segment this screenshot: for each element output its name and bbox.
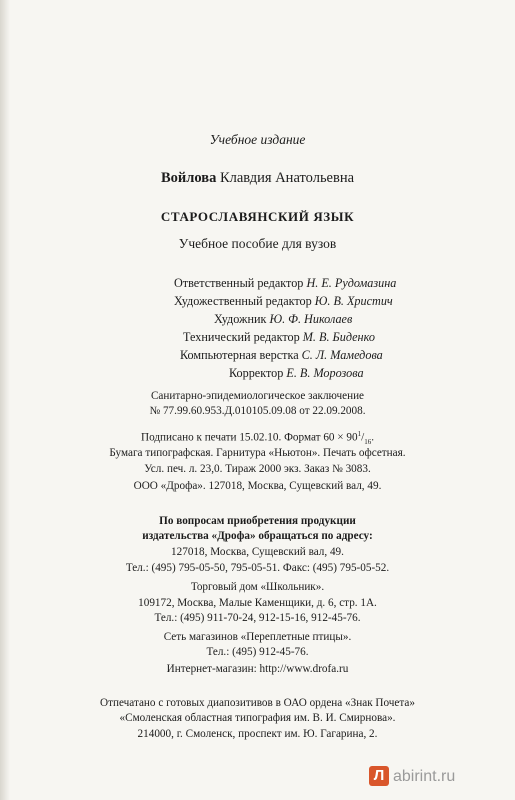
author-name: Клавдия Анатольевна bbox=[219, 170, 355, 186]
printing-line-1: Отпечатано с готовых диапозитивов в ОАО ордена «Знак Почета» bbox=[100, 697, 415, 709]
credit-role: Художественный редактор bbox=[174, 294, 312, 308]
print-signed-line: Подписано к печати 15.02.10. Формат $60 \times 90^1/_{16}$. bbox=[141, 430, 374, 446]
shops-phone: Тел.: (495) 912-45-76. bbox=[206, 646, 309, 658]
printing-line-2: «Смоленская областная типография им. В. И. Смирнова». bbox=[119, 712, 396, 724]
format-suffix: . bbox=[371, 431, 374, 444]
print-signed-text: Подписано к печати 15.02.10. Формат 60 × 90 bbox=[141, 431, 358, 444]
credit-name: Ю. Ф. Николаев bbox=[269, 312, 353, 326]
watermark-logo-icon: Л bbox=[369, 766, 389, 786]
book-subtitle: Учебное пособие для вузов bbox=[178, 236, 337, 251]
credit-name: С. Л. Мамедова bbox=[301, 348, 383, 362]
credit-name: Ю. В. Христич bbox=[314, 294, 393, 308]
trade-phones: Тел.: (495) 911-70-24, 912-15-16, 912-45-76. bbox=[154, 612, 361, 624]
trade-address: 109172, Москва, Малые Каменщики, д. 6, стр. 1А. bbox=[138, 597, 377, 609]
print-volume-line: Усл. печ. л. 23,0. Тираж 2000 экз. Заказ № 3083. bbox=[144, 463, 371, 475]
format-numerator: 1 bbox=[357, 430, 362, 438]
edition-type: Учебное издание bbox=[209, 132, 306, 147]
credit-role: Ответственный редактор bbox=[174, 276, 304, 290]
purchase-address: 127018, Москва, Сущевский вал, 49. bbox=[171, 546, 344, 558]
credit-name: Н. Е. Рудомазина bbox=[306, 276, 397, 290]
credit-row bbox=[174, 276, 396, 291]
purchase-phones: Тел.: (495) 795-05-50, 795-05-51. Факс: (495) 795-05-52. bbox=[125, 562, 390, 574]
book-title: СТАРОСЛАВЯНСКИЙ ЯЗЫК bbox=[160, 209, 355, 224]
web-shop: Интернет-магазин: http://www.drofa.ru bbox=[166, 663, 349, 675]
format-denominator: 16 bbox=[364, 437, 372, 446]
purchase-heading-1: По вопросам приобретения продукции bbox=[159, 515, 356, 527]
printing-line-3: 214000, г. Смоленск, проспект им. Ю. Гагарина, 2. bbox=[137, 728, 378, 740]
credit-role: Технический редактор bbox=[183, 330, 300, 344]
author-surname: Войлова bbox=[160, 170, 217, 186]
sanitary-line-2: № 77.99.60.953.Д.010105.09.08 от 22.09.2008. bbox=[149, 405, 366, 417]
purchase-heading-2: издательства «Дрофа» обращаться по адресу: bbox=[142, 530, 373, 542]
shops-network: Сеть магазинов «Переплетные птицы». bbox=[163, 631, 352, 643]
credit-role: Корректор bbox=[229, 366, 284, 380]
credit-name: М. В. Биденко bbox=[302, 330, 375, 344]
credit-row bbox=[214, 312, 352, 327]
credit-role: Художник bbox=[214, 312, 267, 326]
credit-role: Компьютерная верстка bbox=[180, 348, 299, 362]
credit-row bbox=[229, 366, 364, 381]
sanitary-line-1: Санитарно-эпидемиологическое заключение bbox=[150, 390, 365, 402]
credit-row bbox=[180, 348, 383, 363]
credit-row bbox=[174, 294, 393, 309]
author-line bbox=[0, 170, 515, 187]
watermark-text: abirint.ru bbox=[393, 768, 456, 785]
trade-house: Торговый дом «Школьник». bbox=[190, 581, 325, 593]
credit-name: Е. В. Морозова bbox=[286, 366, 364, 380]
print-paper-line: Бумага типографская. Гарнитура «Ньютон». Печать офсетная. bbox=[109, 447, 406, 459]
credit-row bbox=[183, 330, 375, 345]
publisher-line: ООО «Дрофа». 127018, Москва, Сущевский вал, 49. bbox=[133, 480, 382, 492]
